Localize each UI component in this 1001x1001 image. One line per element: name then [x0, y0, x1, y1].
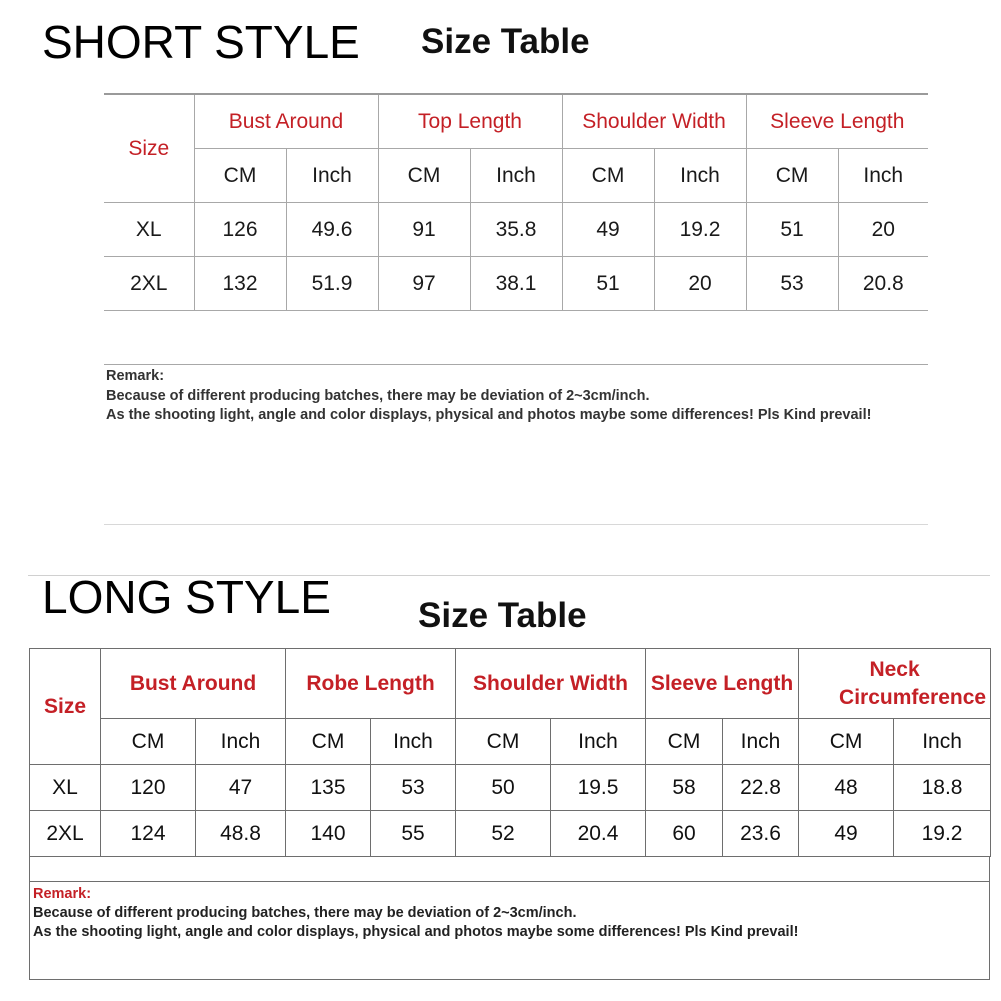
- unit-cell: Inch: [371, 719, 456, 765]
- value-cell: 35.8: [470, 203, 562, 257]
- unit-cell: CM: [101, 719, 196, 765]
- value-cell: 49: [562, 203, 654, 257]
- short-remark: [106, 367, 926, 426]
- unit-cell: CM: [562, 149, 654, 203]
- long-sleeve-length-header: Sleeve Length: [646, 649, 799, 719]
- value-cell: 53: [746, 257, 838, 311]
- short-size-table-title: Size Table: [421, 22, 590, 61]
- table-row: [30, 811, 991, 857]
- unit-cell: CM: [646, 719, 723, 765]
- value-cell: 91: [378, 203, 470, 257]
- value-cell: 52: [456, 811, 551, 857]
- value-cell: 23.6: [723, 811, 799, 857]
- table-row: [104, 203, 928, 257]
- size-cell: XL: [104, 203, 194, 257]
- value-cell: 19.5: [551, 765, 646, 811]
- table-row: [30, 765, 991, 811]
- size-cell: 2XL: [30, 811, 101, 857]
- value-cell: 18.8: [894, 765, 991, 811]
- value-cell: 51: [746, 203, 838, 257]
- unit-cell: Inch: [838, 149, 928, 203]
- unit-cell: CM: [456, 719, 551, 765]
- long-bust-around-header: Bust Around: [101, 649, 286, 719]
- unit-cell: Inch: [196, 719, 286, 765]
- unit-cell: CM: [746, 149, 838, 203]
- long-size-header: Size: [30, 649, 101, 765]
- unit-cell: Inch: [470, 149, 562, 203]
- long-size-table-title: Size Table: [418, 596, 587, 635]
- size-cell: XL: [30, 765, 101, 811]
- short-divider: [104, 524, 928, 525]
- unit-cell: CM: [194, 149, 286, 203]
- long-remark-label: Remark:: [33, 886, 92, 902]
- remark-line: As the shooting light, angle and color displays, physical and photos maybe some differences! Pls Kind prevail!: [106, 407, 872, 423]
- value-cell: 47: [196, 765, 286, 811]
- value-cell: 51: [562, 257, 654, 311]
- short-table-spacer: [104, 310, 928, 365]
- long-style-heading: LONG STYLE: [42, 571, 331, 623]
- short-unit-row: [104, 149, 928, 203]
- value-cell: 49: [799, 811, 894, 857]
- remark-line: Because of different producing batches, there may be deviation of 2~3cm/inch.: [33, 905, 577, 921]
- value-cell: 97: [378, 257, 470, 311]
- value-cell: 50: [456, 765, 551, 811]
- value-cell: 140: [286, 811, 371, 857]
- value-cell: 60: [646, 811, 723, 857]
- value-cell: 120: [101, 765, 196, 811]
- short-shoulder-width-header: Shoulder Width: [562, 94, 746, 149]
- long-table-spacer: [29, 856, 990, 882]
- value-cell: 20.4: [551, 811, 646, 857]
- unit-cell: CM: [799, 719, 894, 765]
- long-shoulder-width-header: Shoulder Width: [456, 649, 646, 719]
- remark-line: As the shooting light, angle and color displays, physical and photos maybe some differences! Pls Kind prevail!: [33, 924, 799, 940]
- value-cell: 22.8: [723, 765, 799, 811]
- unit-cell: Inch: [654, 149, 746, 203]
- short-bust-around-header: Bust Around: [194, 94, 378, 149]
- value-cell: 55: [371, 811, 456, 857]
- value-cell: 58: [646, 765, 723, 811]
- long-header-row: [30, 649, 991, 719]
- value-cell: 48: [799, 765, 894, 811]
- unit-cell: Inch: [551, 719, 646, 765]
- value-cell: 38.1: [470, 257, 562, 311]
- long-neck-circumference-header: Neck Circumference: [799, 649, 991, 719]
- unit-cell: CM: [378, 149, 470, 203]
- unit-cell: Inch: [723, 719, 799, 765]
- value-cell: 19.2: [894, 811, 991, 857]
- unit-cell: Inch: [894, 719, 991, 765]
- remark-label: Remark:: [106, 368, 165, 384]
- value-cell: 126: [194, 203, 286, 257]
- short-top-length-header: Top Length: [378, 94, 562, 149]
- value-cell: 20.8: [838, 257, 928, 311]
- short-size-header: Size: [104, 94, 194, 203]
- unit-cell: CM: [286, 719, 371, 765]
- value-cell: 48.8: [196, 811, 286, 857]
- short-sleeve-length-header: Sleeve Length: [746, 94, 928, 149]
- unit-cell: Inch: [286, 149, 378, 203]
- remark-line: Because of different producing batches, there may be deviation of 2~3cm/inch.: [106, 387, 650, 404]
- value-cell: 135: [286, 765, 371, 811]
- value-cell: 20: [654, 257, 746, 311]
- value-cell: 19.2: [654, 203, 746, 257]
- value-cell: 51.9: [286, 257, 378, 311]
- short-size-table: [104, 93, 928, 311]
- short-style-heading: SHORT STYLE: [42, 16, 360, 68]
- short-header-row: [104, 94, 928, 149]
- long-unit-row: [30, 719, 991, 765]
- value-cell: 124: [101, 811, 196, 857]
- value-cell: 49.6: [286, 203, 378, 257]
- long-robe-length-header: Robe Length: [286, 649, 456, 719]
- value-cell: 132: [194, 257, 286, 311]
- table-row: [104, 257, 928, 311]
- value-cell: 20: [838, 203, 928, 257]
- value-cell: 53: [371, 765, 456, 811]
- long-size-table: [29, 648, 991, 857]
- long-remark: [33, 904, 983, 942]
- size-cell: 2XL: [104, 257, 194, 311]
